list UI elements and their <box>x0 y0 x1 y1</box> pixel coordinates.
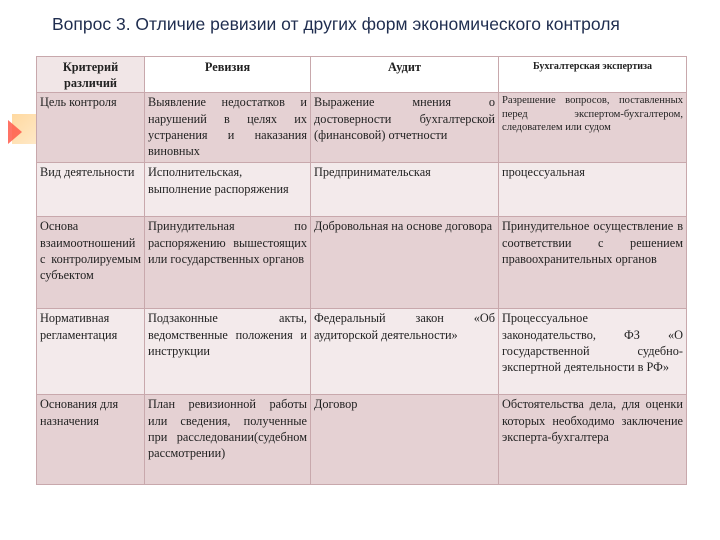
row-expertise: Разрешение вопросов, поставленных перед экспертом-бухгалтером, следователем или судом <box>499 93 687 163</box>
row-revision: Принудительная по распоряжению вышестоящих или государственных органов <box>145 217 311 309</box>
header-criterion: Критерий различий <box>37 57 145 93</box>
row-criterion: Основания для назначения <box>37 395 145 485</box>
table-row <box>37 309 687 395</box>
row-revision: Подзаконные акты, ведомственные положения и инструкции <box>145 309 311 395</box>
table-row <box>37 217 687 309</box>
row-audit: Предпринимательская <box>311 163 499 217</box>
row-expertise: Принудительное осуществление в соответствии с решением правоохранительных органов <box>499 217 687 309</box>
row-criterion: Основа взаимоотношений с контролируемым субъектом <box>37 217 145 309</box>
row-expertise: Обстоятельства дела, для оценки которых необходимо заключение эксперта-бухгалтера <box>499 395 687 485</box>
row-audit: Выражение мнения о достоверности бухгалтерской (финансовой) отчетности <box>311 93 499 163</box>
row-audit: Договор <box>311 395 499 485</box>
slide-title: Вопрос 3. Отличие ревизии от других форм экономического контроля <box>52 14 620 34</box>
row-audit: Федеральный закон «Об аудиторской деятельности» <box>311 309 499 395</box>
row-revision: План ревизионной работы или сведения, полученные при расследовании(судебном рассмотрении) <box>145 395 311 485</box>
row-expertise: Процессуальное законодательство, ФЗ «О государственной судебно-экспертной деятельности в РФ» <box>499 309 687 395</box>
comparison-table <box>36 56 687 485</box>
table-header-row <box>37 57 687 93</box>
row-audit: Добровольная на основе договора <box>311 217 499 309</box>
header-audit: Аудит <box>311 57 499 93</box>
row-revision: Выявление недостатков и нарушений в целях их устранения и наказания виновных <box>145 93 311 163</box>
row-revision: Исполнительская, выполнение распоряжения <box>145 163 311 217</box>
row-criterion: Вид деятельности <box>37 163 145 217</box>
row-criterion: Цель контроля <box>37 93 145 163</box>
header-revision: Ревизия <box>145 57 311 93</box>
table-row <box>37 93 687 163</box>
row-criterion: Нормативная регламентация <box>37 309 145 395</box>
table-row <box>37 395 687 485</box>
header-expertise: Бухгалтерская экспертиза <box>499 57 687 93</box>
table-row <box>37 163 687 217</box>
row-expertise: процессуальная <box>499 163 687 217</box>
